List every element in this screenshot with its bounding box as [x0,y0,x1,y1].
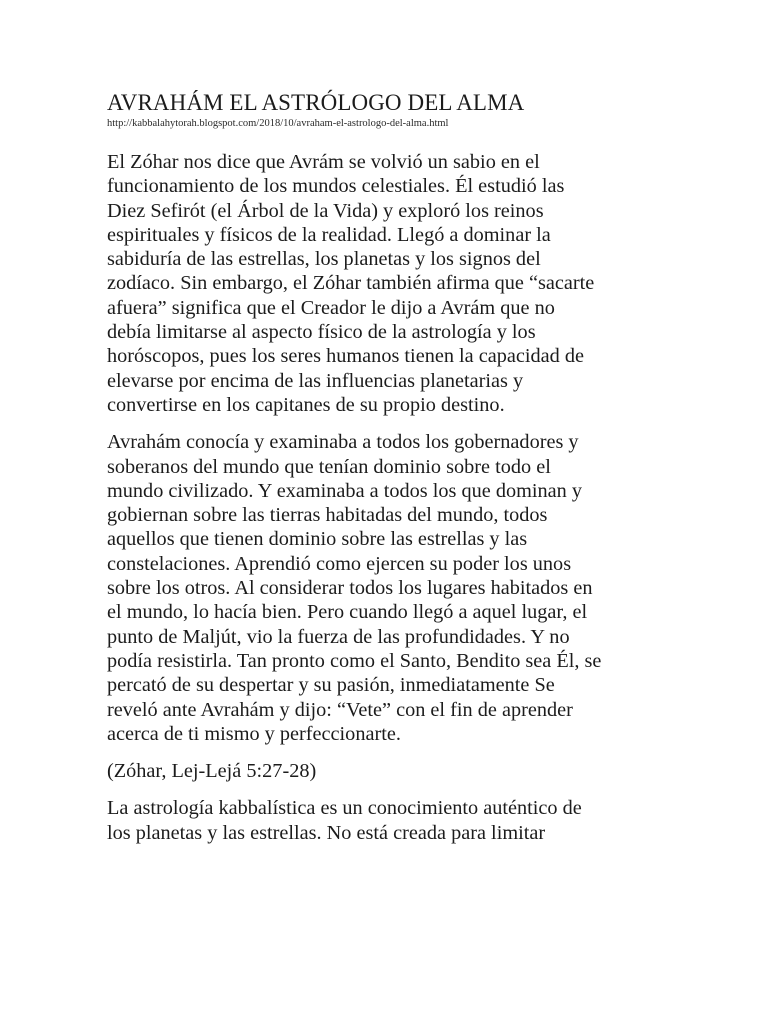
text-line: soberanos del mundo que tenían dominio sobre todo el [107,455,551,478]
text-line: La astrología kabbalística es un conocimiento auténtico de [107,797,582,820]
text-line: podía resistirla. Tan pronto como el Santo, Bendito sea Él, se [107,649,602,672]
paragraph-4 [107,796,647,845]
text-line: elevarse por encima de las influencias planetarias y [107,369,524,392]
text-line: sobre los otros. Al considerar todos los lugares habitados en [107,577,593,600]
citation-paragraph [107,759,647,783]
paragraph-2 [107,430,647,746]
text-line: espirituales y físicos de la realidad. Llegó a dominar la [107,223,551,246]
text-line: debía limitarse al aspecto físico de la astrología y los [107,321,536,344]
text-line: Diez Sefirót (el Árbol de la Vida) y exploró los reinos [107,199,544,222]
text-line: zodíaco. Sin embargo, el Zóhar también afirma que “sacarte [107,272,595,295]
text-line: punto de Maljút, vio la fuerza de las profundidades. Y no [107,625,570,648]
text-line: horóscopos, pues los seres humanos tienen la capacidad de [107,345,585,368]
text-line: los planetas y las estrellas. No está creada para limitar [107,821,546,844]
text-line: convertirse en los capitanes de su propio destino. [107,393,505,416]
text-line: El Zóhar nos dice que Avrám se volvió un sabio en el [107,151,540,173]
text-line: sabiduría de las estrellas, los planetas y los signos del [107,248,541,271]
text-line: el mundo, lo hacía bien. Pero cuando llegó a aquel lugar, el [107,601,588,624]
text-line: constelaciones. Aprendió como ejercen su poder los unos [107,552,572,575]
citation-text: (Zóhar, Lej-Lejá 5:27-28) [107,760,317,783]
text-line: afuera” significa que el Creador le dijo a Avrám que no [107,296,555,319]
text-line: percató de su despertar y su pasión, inmediatamente Se [107,674,555,697]
source-url: http://kabbalahytorah.blogspot.com/2018/10/avraham-el-astrologo-del-alma.html [107,118,449,129]
document-title: AVRAHÁM EL ASTRÓLOGO DEL ALMA [107,90,525,115]
paragraph-1 [107,150,647,417]
text-line: reveló ante Avrahám y dijo: “Vete” con el fin de aprender [107,698,573,721]
text-line: gobiernan sobre las tierras habitadas del mundo, todos [107,504,548,527]
text-line: Avrahám conocía y examinaba a todos los gobernadores y [107,431,579,454]
document-page [107,89,647,858]
text-line: mundo civilizado. Y examinaba a todos los que dominan y [107,479,583,502]
text-line: acerca de ti mismo y perfeccionarte. [107,722,401,745]
text-line: funcionamiento de los mundos celestiales. Él estudió las [107,175,565,198]
text-line: aquellos que tienen dominio sobre las estrellas y las [107,528,528,551]
